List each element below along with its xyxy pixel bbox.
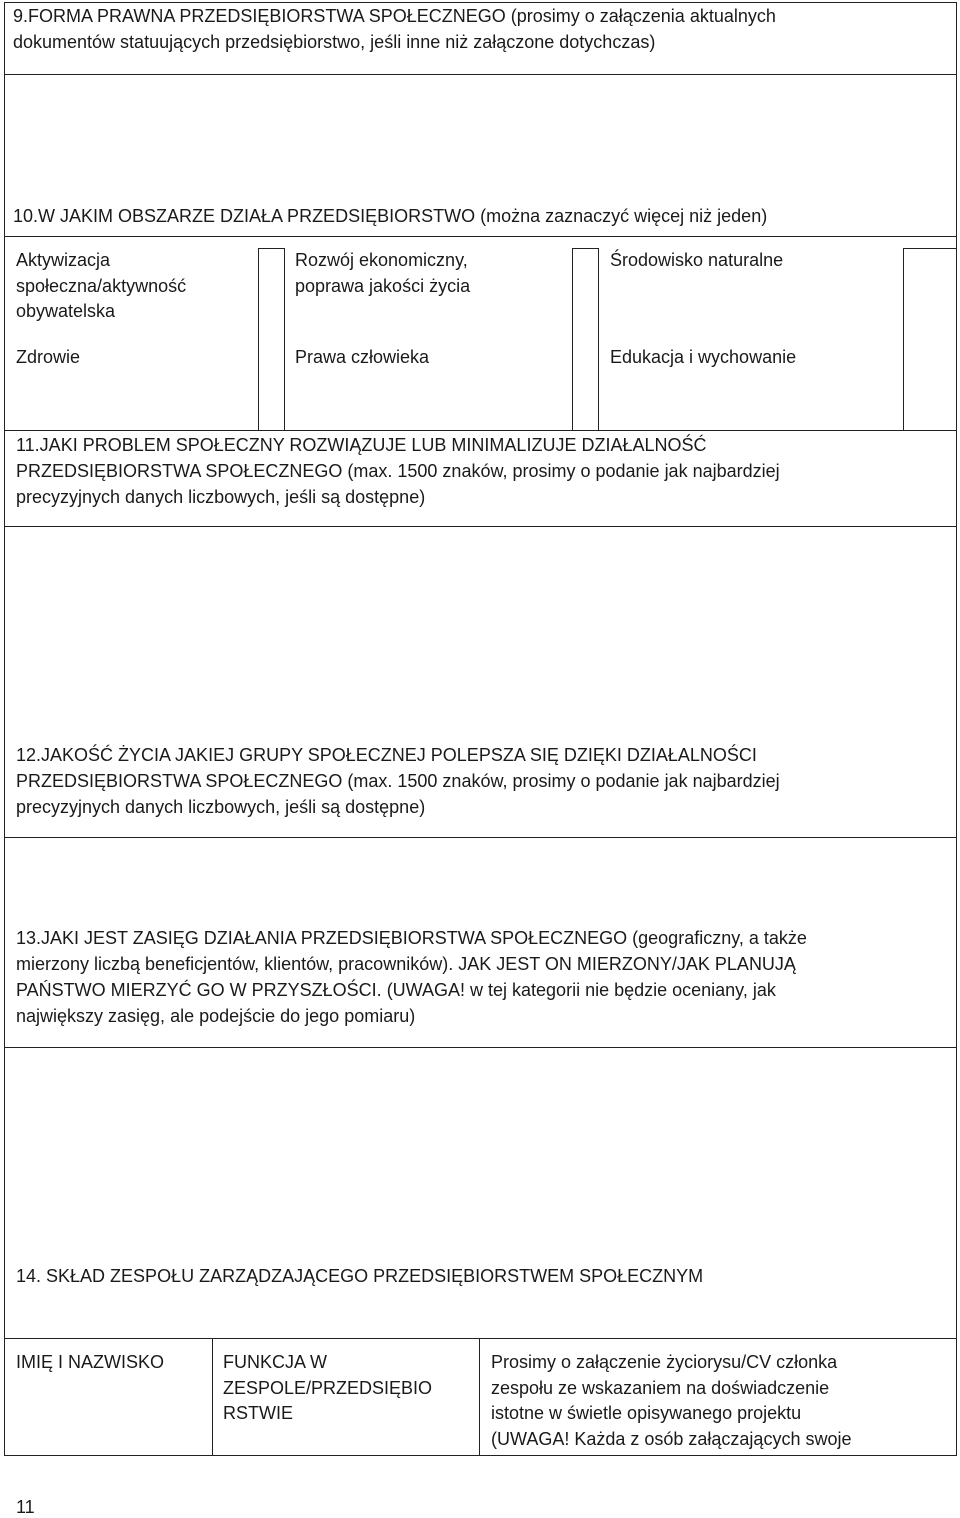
section-13-heading-line4: największy zasięg, ale podejście do jego pomiaru) — [16, 1006, 416, 1026]
checkbox-environment[interactable] — [905, 248, 955, 338]
checkbox-human-rights[interactable] — [574, 345, 598, 429]
section-11-heading-line3: precyzyjnych danych liczbowych, jeśli są dostępne) — [16, 487, 426, 507]
team-col-cv-note: Prosimy o załączenie życiorysu/CV członka zespołu ze wskazaniem na doświadczenie istotne w świetle opisywanego projektu (UWAGA! Każda z osób załączających swoje — [491, 1352, 852, 1449]
section-13-heading-line3: PAŃSTWO MIERZYĆ GO W PRZYSZŁOŚCI. (UWAGA! w tej kategorii nie będzie oceniany, jak — [16, 980, 776, 1000]
section-11-heading-line2: PRZEDSIĘBIORSTWA SPOŁECZNEGO (max. 1500 znaków, prosimy o podanie jak najbardziej — [16, 461, 780, 481]
checkbox-health[interactable] — [260, 345, 284, 429]
section-14-heading: 14. SKŁAD ZESPOŁU ZARZĄDZAJĄCEGO PRZEDSIĘBIORSTWEM SPOŁECZNYM — [16, 1266, 704, 1286]
section-9-heading-line1: 9.FORMA PRAWNA PRZEDSIĘBIORSTWA SPOŁECZNEGO (prosimy o załączenia aktualnych — [13, 6, 776, 26]
checkbox-activation[interactable] — [260, 248, 284, 338]
team-col-function: FUNKCJA W ZESPOLE/PRZEDSIĘBIO RSTWIE — [223, 1352, 433, 1423]
section-13-heading-line1: 13.JAKI JEST ZASIĘG DZIAŁANIA PRZEDSIĘBIORSTWA SPOŁECZNEGO (geograficzny, a także — [16, 928, 807, 948]
section-9-heading-line2: dokumentów statuujących przedsiębiorstwo, jeśli inne niż załączone dotychczas) — [13, 32, 656, 52]
section-12-heading-line1: 12.JAKOŚĆ ŻYCIA JAKIEJ GRUPY SPOŁECZNEJ POLEPSZA SIĘ DZIĘKI DZIAŁALNOŚCI — [16, 745, 757, 765]
social-problem-answer-field[interactable] — [6, 528, 954, 736]
reach-answer-field[interactable] — [6, 1049, 954, 1259]
section-13-heading-line2: mierzony liczbą beneficjentów, klientów, pracowników). JAK JEST ON MIERZONY/JAK PLANUJĄ — [16, 954, 796, 974]
section-12-heading-line3: precyzyjnych danych liczbowych, jeśli są dostępne) — [16, 797, 426, 817]
team-col-name: IMIĘ I NAZWISKO — [16, 1352, 165, 1372]
page-number: 11 — [16, 1497, 35, 1517]
area-option-health: Zdrowie — [16, 347, 81, 367]
checkbox-education[interactable] — [905, 345, 955, 429]
section-11-heading-line1: 11.JAKI PROBLEM SPOŁECZNY ROZWIĄZUJE LUB MINIMALIZUJE DZIAŁALNOŚĆ — [16, 435, 707, 455]
checkbox-economic[interactable] — [574, 248, 598, 338]
area-option-economic: Rozwój ekonomiczny, poprawa jakości życia — [295, 250, 471, 296]
legal-form-answer-field[interactable] — [6, 76, 954, 200]
quality-of-life-answer-field[interactable] — [6, 839, 954, 923]
section-10-heading: 10.W JAKIM OBSZARZE DZIAŁA PRZEDSIĘBIORSTWO (można zaznaczyć więcej niż jeden) — [13, 206, 768, 226]
area-option-activation: Aktywizacja społeczna/aktywność obywatelska — [16, 250, 187, 321]
section-12-heading-line2: PRZEDSIĘBIORSTWA SPOŁECZNEGO (max. 1500 znaków, prosimy o podanie jak najbardziej — [16, 771, 780, 791]
area-option-human-rights: Prawa człowieka — [295, 347, 430, 367]
area-option-education: Edukacja i wychowanie — [610, 347, 797, 367]
area-option-environment: Środowisko naturalne — [610, 250, 784, 270]
